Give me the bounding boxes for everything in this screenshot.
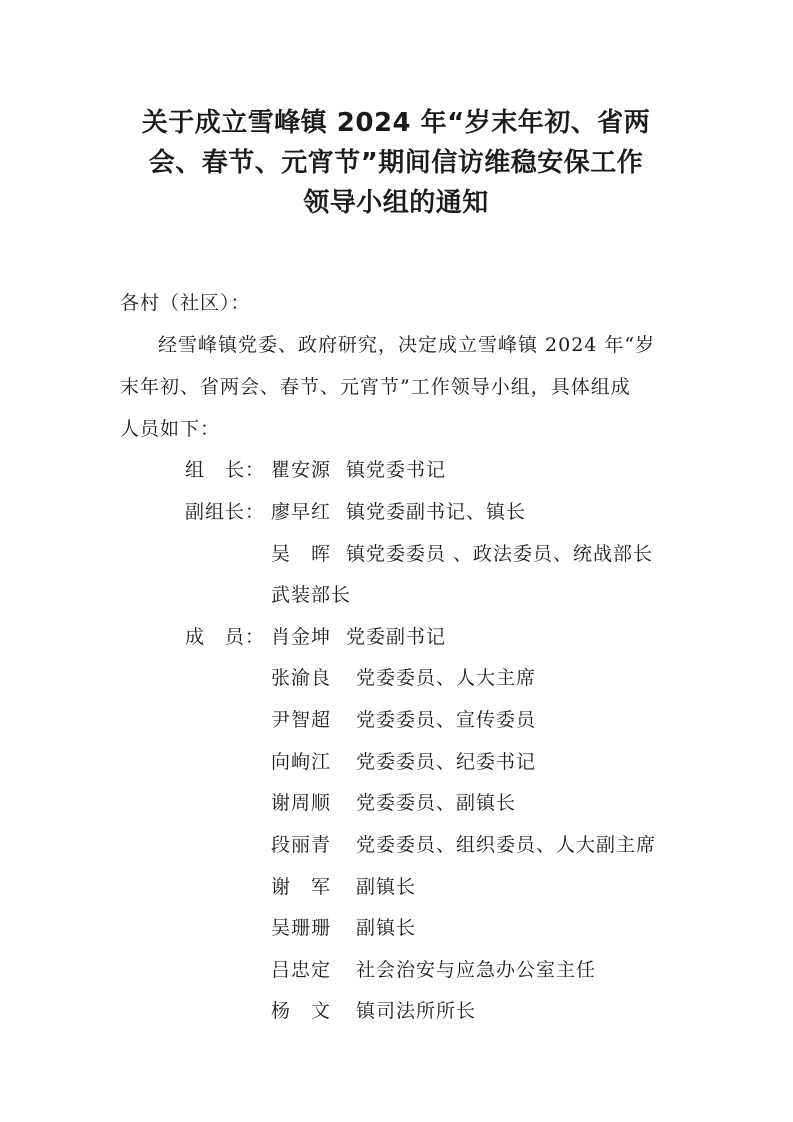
body-line-2: 末年初、省两会、春节、元宵节”工作领导小组，具体组成 [120, 376, 631, 398]
member-name: 杨 文 [271, 1000, 332, 1022]
member-name: 尹智超 [271, 709, 332, 731]
member-position: 党委委员、人大主席 [356, 667, 537, 689]
member-position: 党委副书记 [346, 626, 447, 648]
deputy-name: 吴 晖 [271, 543, 332, 565]
member-name: 吴珊珊 [271, 917, 332, 939]
body-line-1: 经雪峰镇党委、政府研究，决定成立雪峰镇 2024 年“岁 [158, 334, 656, 356]
member-position: 党委委员、纪委书记 [356, 751, 537, 773]
leader-position: 镇党委书记 [346, 459, 447, 481]
member-name: 段丽青 [271, 834, 332, 856]
member-position: 镇司法所所长 [356, 1000, 477, 1022]
deputy-position: 镇党委副书记、镇长 [346, 501, 527, 523]
member-name: 向峋江 [271, 751, 332, 773]
member-name: 谢 军 [271, 876, 332, 898]
member-name: 张渝良 [271, 667, 332, 689]
member-position: 党委委员、组织委员、人大副主席 [356, 834, 657, 856]
salutation: 各村（社区）： [120, 292, 251, 314]
member-position: 党委委员、宣传委员 [356, 709, 537, 731]
member-position: 副镇长 [356, 876, 417, 898]
member-position: 社会治安与应急办公室主任 [356, 959, 597, 981]
deputy-role-label: 副组长： [185, 501, 266, 523]
member-name: 谢周顺 [271, 792, 332, 814]
document-title-line-2: 会、春节、元宵节”期间信访维稳安保工作 [148, 148, 644, 178]
deputy-position-continuation: 武装部长 [271, 584, 352, 606]
deputy-position: 镇党委委员 、政法委员、统战部长 [346, 543, 654, 565]
member-name: 肖金坤 [271, 626, 332, 648]
leader-name: 瞿安源 [271, 459, 332, 481]
body-line-3: 人员如下： [120, 418, 221, 440]
leader-role-label: 组 长： [185, 459, 266, 481]
member-role-label: 成 员： [185, 626, 266, 648]
member-name: 吕忠定 [271, 959, 332, 981]
document-title-line-1: 关于成立雪峰镇 2024 年“岁末年初、省两 [141, 108, 651, 138]
member-position: 副镇长 [356, 917, 417, 939]
member-position: 党委委员、副镇长 [356, 792, 517, 814]
document-title-line-3: 领导小组的通知 [303, 188, 489, 218]
deputy-name: 廖早红 [271, 501, 332, 523]
